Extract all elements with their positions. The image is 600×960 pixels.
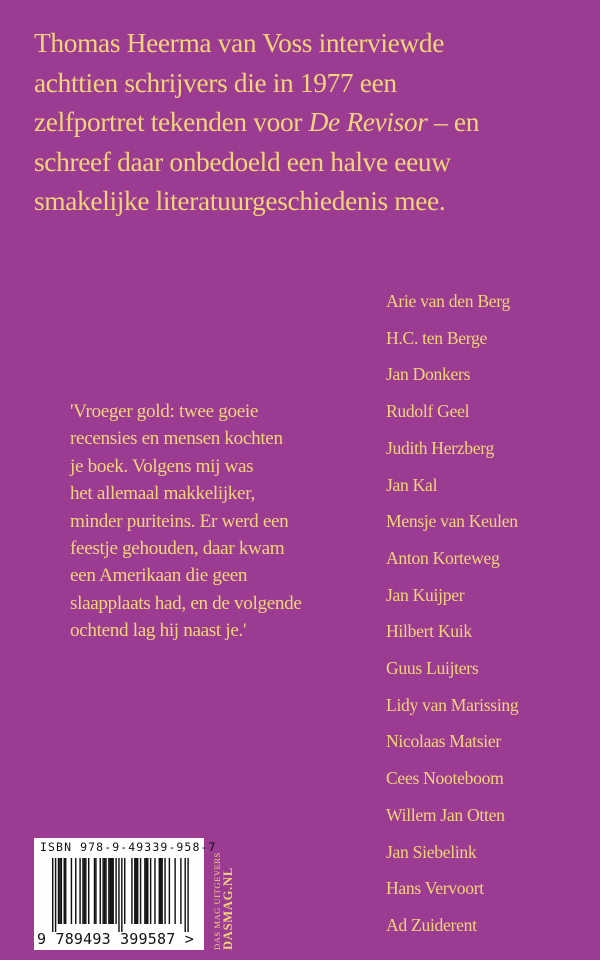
barcode-bar [111,858,112,924]
isbn-label: ISBN 978-9-49339-958-7 [40,840,217,854]
barcode-bar [115,858,116,924]
quote-line: feestje gehouden, daar kwam [70,538,285,560]
author-name: Rudolf Geel [386,401,470,422]
barcode-bar [65,858,66,924]
author-name: Jan Kuijper [386,584,465,605]
author-name: Hans Vervoort [386,878,484,899]
author-name: Hilbert Kuik [386,621,472,642]
barcode-bar [134,858,135,924]
author-name: Cees Nooteboom [386,768,504,789]
author-name: Arie van den Berg [386,291,511,311]
quote-line: een Amerikaan die geen [70,565,248,587]
author-name: Jan Donkers [386,364,471,385]
barcode-bar [187,858,188,932]
barcode-bar [160,858,161,924]
barcode-bar [58,858,59,924]
barcode-bar [110,858,111,924]
barcode-bar [112,858,113,924]
barcode-bar [55,858,56,932]
barcode-bar [137,858,138,924]
publisher-name: DAS MAG UITGEVERS [212,852,222,950]
barcode-bar [79,858,80,924]
quote-line: recensies en mensen kochten [70,428,283,450]
barcode-bar [144,858,145,924]
blurb-line: schreef daar onbedoeld een halve eeuw [34,146,451,177]
publisher-website: DASMAG.NL [221,867,235,950]
barcode-bar [147,858,148,924]
barcode-bar [154,858,155,924]
quote-line: het allemaal makkelijker, [70,483,255,505]
barcode-bar [52,858,53,932]
author-name: Lidy van Marissing [386,694,519,715]
barcode-bar [75,858,76,924]
barcode-bar [84,858,85,924]
author-name: Jan Siebelink [386,841,477,862]
barcode-bar [131,858,132,924]
barcode-bar [174,858,175,924]
barcode-bar [61,858,62,924]
barcode-bar [146,858,147,924]
barcode-bar [94,858,95,924]
barcode-bar [102,858,103,924]
barcode-bar [59,858,60,924]
barcode-bar [124,858,125,924]
author-list [386,283,518,944]
quote-line: je boek. Volgens mij was [70,455,254,477]
barcode-bar [104,858,105,924]
barcode-bar [95,858,96,924]
barcode-bar [82,858,83,924]
author-name: H.C. ten Berge [386,327,488,348]
author-name: Willem Jan Otten [386,804,505,825]
author-name: Anton Korteweg [386,547,500,568]
blurb-line: achttien schrijvers die in 1977 een [34,67,397,98]
barcode-bar [121,858,122,932]
barcode-bar [100,858,101,924]
barcode-bar [140,858,141,924]
author-name: Guus Luijters [386,658,479,679]
barcode-bar [159,858,160,924]
author-name: Judith Herzberg [386,437,495,458]
barcode-bars [40,858,198,932]
barcode-bar [169,858,170,924]
quote-line: minder puriteins. Er werd een [70,510,289,532]
blurb-line: smakelijke literatuurgeschiedenis mee. [34,186,446,216]
barcode-bar [71,858,72,924]
blurb-line: – en [427,107,480,137]
barcode-bar [150,858,151,924]
blurb-line: Thomas Heerma van Voss interviewde [34,28,445,58]
barcode-bar [161,858,162,924]
barcode-bar [64,858,65,924]
barcode-bar [108,858,109,924]
barcode-bar [136,858,137,924]
back-cover-blurb [34,24,579,222]
author-name: Jan Kal [386,474,438,495]
quote-line: slaapplaats had, en de volgende [70,592,302,614]
ean-digits: 9 789493 399587 > [37,930,194,948]
barcode-bar [180,858,181,924]
quote-line: 'Vroeger gold: twee goeie [70,401,259,422]
blurb-line: zelfportret tekenden voor [34,107,309,137]
barcode-bar [118,858,119,932]
author-name: Mensje van Keulen [386,511,518,532]
magazine-title: De Revisor [308,107,428,137]
barcode-bar [184,858,185,932]
author-name: Ad Zuiderent [386,914,477,935]
barcode-bar [164,858,165,924]
barcode-bar [88,858,89,924]
barcode-bar [85,858,86,924]
publisher-imprint [212,832,235,950]
barcode-bar [105,858,106,924]
quote-line: ochtend lag hij naast je.' [70,620,247,642]
author-name: Nicolaas Matsier [386,731,501,752]
